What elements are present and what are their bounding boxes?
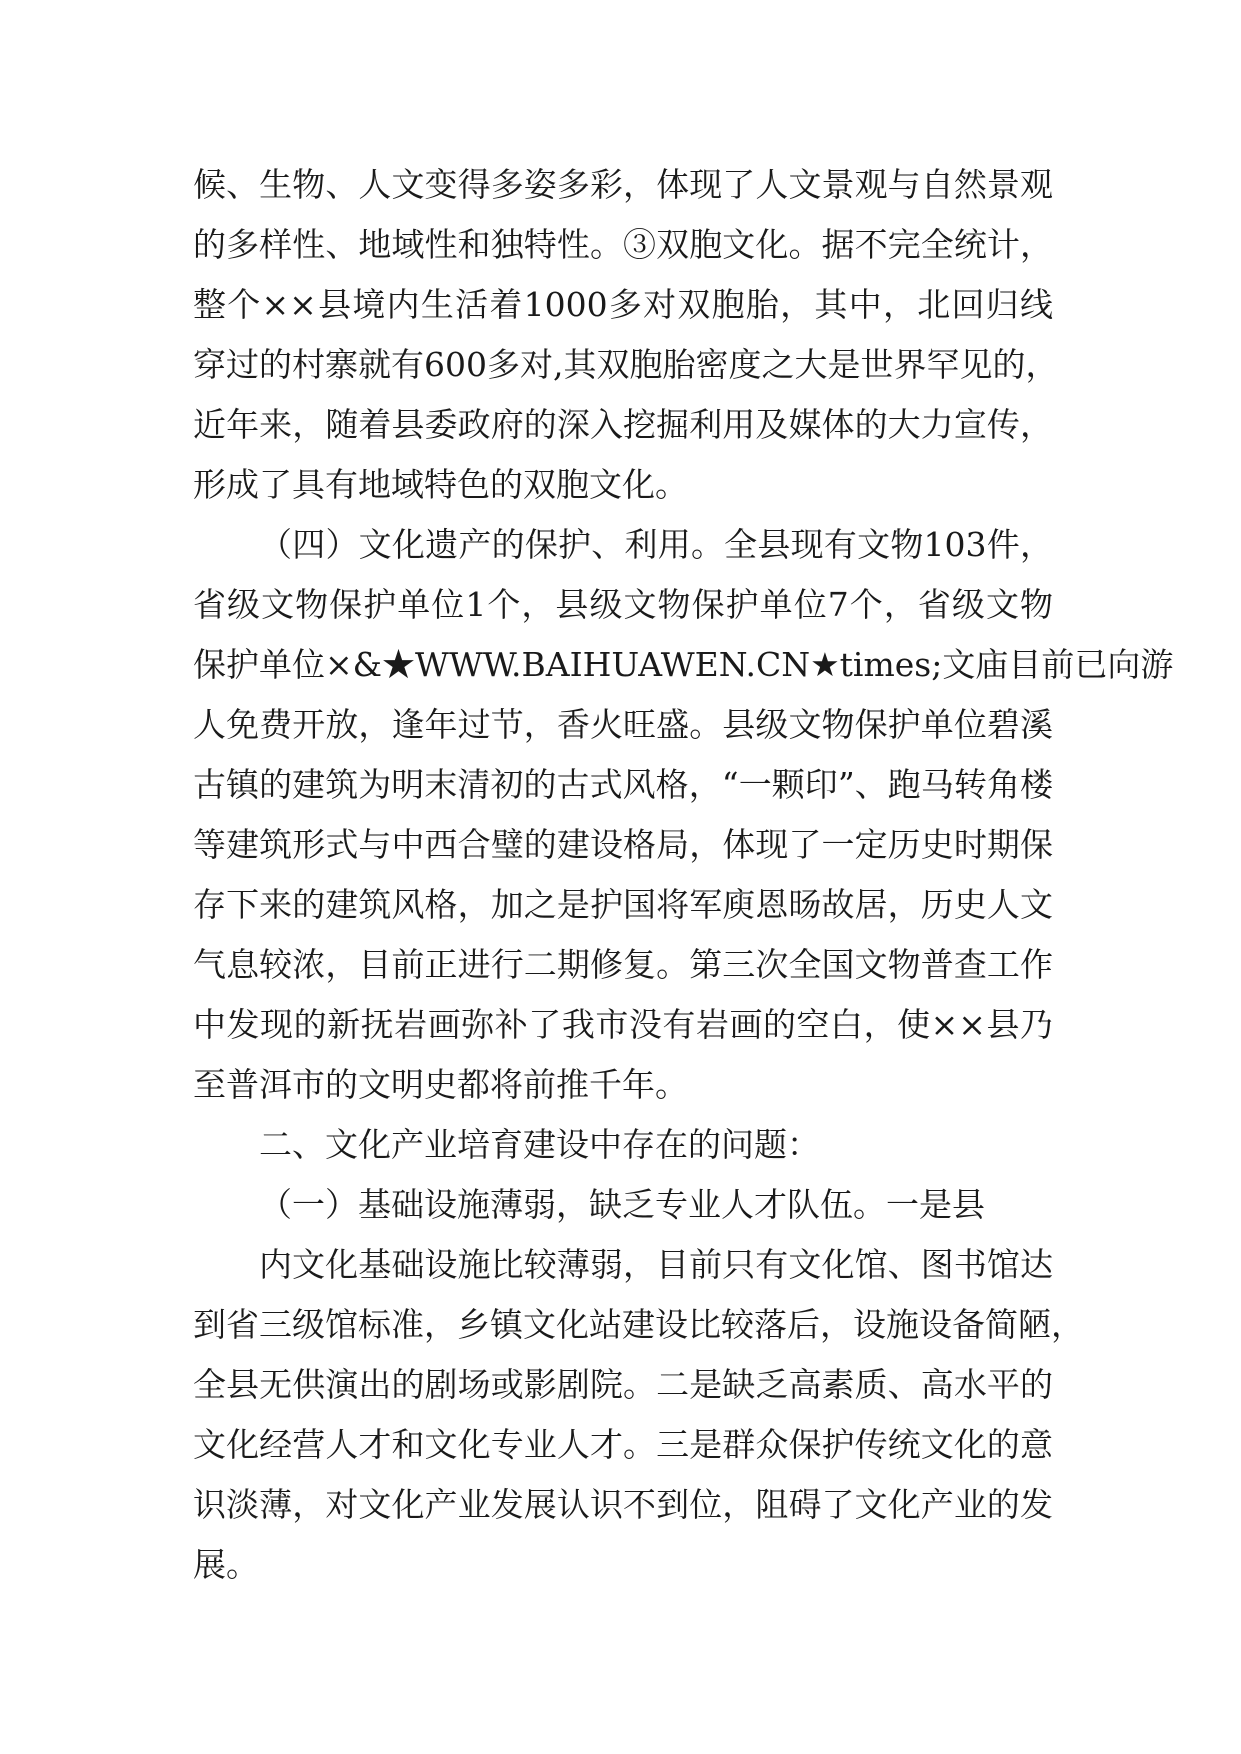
text-line: 形成了具有地域特色的双胞文化。 [193, 465, 688, 504]
text-line: 的多样性、地域性和独特性。③双胞文化。据不完全统计， [193, 225, 1053, 264]
text-line: 近年来，随着县委政府的深入挖掘利用及媒体的大力宣传， [193, 405, 1053, 444]
section-heading-line: 二、文化产业培育建设中存在的问题： [259, 1125, 820, 1164]
text-line: 至普洱市的文明史都将前推千年。 [193, 1065, 688, 1104]
text-line: 存下来的建筑风格，加之是护国将军庾恩旸故居，历史人文 [193, 885, 1053, 924]
text-line: 到省三级馆标准，乡镇文化站建设比较落后，设施设备简陋， [193, 1305, 1084, 1344]
text-line: 穿过的村寨就有600多对,其双胞胎密度之大是世界罕见的， [193, 345, 1059, 384]
text-line: 保护单位×&★WWW.BAIHUAWEN.CN★times;文庙目前已向游 [193, 645, 1174, 684]
subsection-heading-line: （一）基础设施薄弱，缺乏专业人才队伍。一是县 [259, 1185, 985, 1224]
section-heading-line: （四）文化遗产的保护、利用。全县现有文物103件， [259, 525, 1053, 564]
text-line: 候、生物、人文变得多姿多彩，体现了人文景观与自然景观 [193, 165, 1053, 204]
text-line: 等建筑形式与中西合璧的建设格局，体现了一定历史时期保 [193, 825, 1053, 864]
text-line: 气息较浓，目前正进行二期修复。第三次全国文物普查工作 [193, 945, 1053, 984]
text-line: 识淡薄，对文化产业发展认识不到位，阻碍了文化产业的发 [193, 1485, 1053, 1524]
text-line: 全县无供演出的剧场或影剧院。二是缺乏高素质、高水平的 [193, 1365, 1053, 1404]
text-line: 文化经营人才和文化专业人才。三是群众保护传统文化的意 [193, 1425, 1053, 1464]
text-line: 省级文物保护单位1个，县级文物保护单位7个，省级文物 [193, 585, 1053, 624]
text-line: 内文化基础设施比较薄弱，目前只有文化馆、图书馆达 [259, 1245, 1053, 1284]
document-body [193, 155, 1174, 1595]
text-line: 人免费开放，逢年过节，香火旺盛。县级文物保护单位碧溪 [193, 705, 1053, 744]
text-line: 展。 [193, 1545, 259, 1584]
text-line: 中发现的新抚岩画弥补了我市没有岩画的空白，使××县乃 [193, 1005, 1053, 1044]
text-line: 古镇的建筑为明末清初的古式风格，“一颗印”、跑马转角楼 [193, 765, 1053, 804]
text-line: 整个××县境内生活着1000多对双胞胎，其中，北回归线 [193, 285, 1053, 324]
